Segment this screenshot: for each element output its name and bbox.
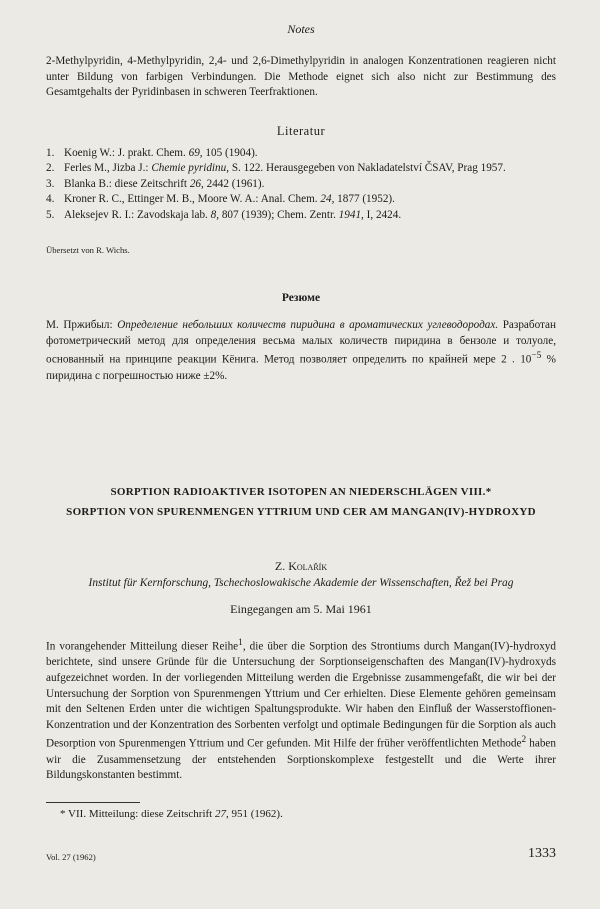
reference-item: 4. Kroner R. C., Ettinger M. B., Moore W. A.: Anal. Chem. 24, 1877 (1952). <box>46 193 395 206</box>
translator-note: Übersetzt von R. Wichs. <box>46 245 130 255</box>
resume-heading: Резюме <box>281 292 321 304</box>
received-date: Eingegangen am 5. Mai 1961 <box>230 602 372 616</box>
reference-item: 2. Ferles M., Jizba J.: Chemie pyridinu, S. 122. Herausgegeben von Nakladatelství ČSAV, Prag 1957. <box>46 162 506 175</box>
reference-item: 5. Aleksejev R. I.: Zavodskaja lab. 8, 807 (1939); Chem. Zentr. 1941, I, 2424. <box>46 208 402 221</box>
reference-item: 3. Blanka B.: diese Zeitschrift 26, 2442 (1961). <box>46 177 265 190</box>
article-author: Z. Kolařík <box>274 559 328 573</box>
footnote: * VII. Mitteilung: diese Zeitschrift 27, 951 (1962). <box>60 808 283 820</box>
article-subtitle: SORPTION VON SPURENMENGEN YTTRIUM UND CER AM MANGAN(IV)-HYDROXYD <box>66 506 536 518</box>
reference-list <box>46 146 556 223</box>
page-number: 1333 <box>528 846 556 861</box>
article-institution: Institut für Kernforschung, Tschechoslowakische Akademie der Wissenschaften, Řež bei Prag <box>88 577 514 589</box>
article-body-paragraph: In vorangehender Mitteilung dieser Reihe$^1$, die über die Sorption des Strontiums durch Mangan(IV)-hydroxyd berichtete, sind unsere Gründe für die Untersuchung der Sorptionseigenschaften des Mangan(IV)-hydroxyds aufgezeichnet worden. In der vorliegenden Mitteilung werden die Ergebnisse zusammengefaßt, die wir bei der Untersuchung der Sorption von Spurenmengen Yttrium und Cer erhielten. Diese Elemente gehören gemeinsam mit den Seltenen Erden unter die wichtigen Spaltungsprodukte. Wir haben den Einfluß der Wasserstoffionen-Konzentration und der Konzentration des Sorbenten verfolgt und optimale Bedingungen für die Sorption als auch Desorption von Spurenmengen Yttrium und Cer gefunden. Mit Hilfe der früher veröffentlichten Methode$^2$ haben wir die Zusammensetzung der entstehenden Sorptionskomplexe festgestellt und die Werte ihrer Bildungskonstanten bestimmt. <box>46 638 556 782</box>
resume-paragraph: М. Пржибыл: Определение небольших количеств пиридина в ароматических углеводородах. Разработан фотометрический метод для определения весьма малых количеств пиридина в бензоле и толуоле, основанный на принципе реакции Кёнига. Метод позволяет определить по крайней мере 2 . $10^{-5}$ % пиридина с погрешностью ниже ±2%. <box>46 319 556 382</box>
reference-item: 1. Koenig W.: J. prakt. Chem. 69, 105 (1904). <box>46 147 258 159</box>
intro-paragraph: 2-Methylpyridin, 4-Methylpyridin, 2,4- und 2,6-Dimethylpyridin in analogen Konzentrationen reagieren nicht unter Bildung von farbigen Verbindungen. Die Methode eignet sich also nicht zur Bestimmung des Gesamtgehalts der Pyridinbasen in schweren Teerfraktionen. <box>46 55 556 99</box>
article-title: SORPTION RADIOAKTIVER ISOTOPEN AN NIEDERSCHLÄGEN VIII.* <box>110 486 492 498</box>
literature-heading: Literatur <box>276 124 326 138</box>
footnote-rule <box>46 802 140 803</box>
running-header: Notes <box>287 22 315 36</box>
volume-info: Vol. 27 (1962) <box>46 852 96 862</box>
